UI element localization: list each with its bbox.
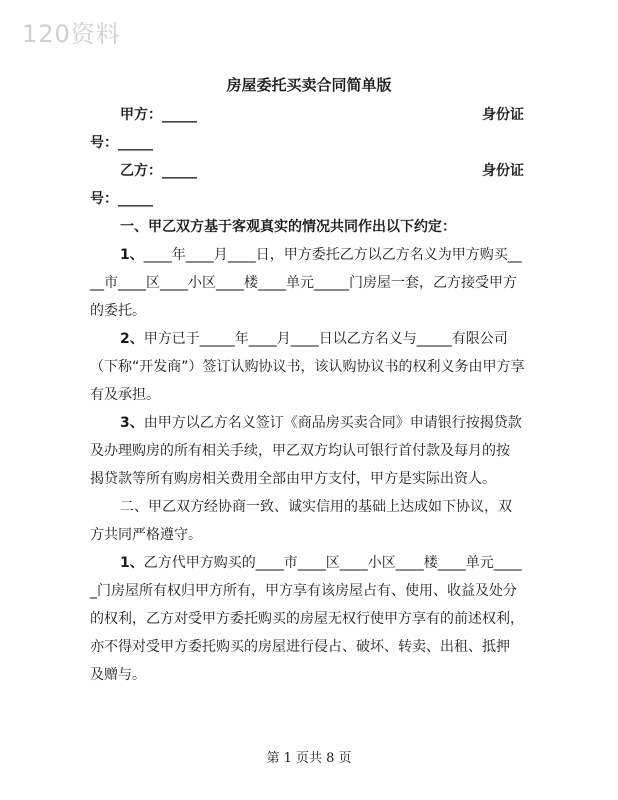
watermark: 120资料 — [22, 20, 121, 48]
party-b-id-suffix: 号：_____ — [90, 191, 153, 207]
clause2-line1 — [120, 329, 508, 349]
party-a-label: 甲方：_____ — [120, 107, 197, 123]
party-b-label: 乙方：_____ — [120, 163, 197, 179]
clause4-line3: 的权利，乙方对受甲方委托购买的房屋无权行使甲方享有的前述权利， — [90, 611, 524, 627]
clause4-line1 — [120, 553, 522, 573]
clause1-text1: ____年____月____日，甲方委托乙方以乙方名义为甲方购买__ — [143, 247, 522, 263]
clause3-number: 3、 — [120, 415, 144, 431]
party-b-id-label: 身份证 — [482, 163, 524, 179]
clause4-text1: 乙方代甲方购买的____市____区____小区____楼____单元____ — [143, 555, 522, 571]
clause2-line2: （下称“开发商”）签订认购协议书，该认购协议书的权利义务由甲方享 — [90, 359, 525, 375]
section2-line1: 二、甲乙双方经协商一致、诚实信用的基础上达成如下协议，双 — [120, 499, 512, 515]
clause1-number: 1、 — [120, 247, 144, 263]
page-footer: 第 1 页共 8 页 — [266, 751, 352, 766]
clause4-line5: 及赠与。 — [90, 667, 146, 683]
clause3-line2: 及办理购房的所有相关手续，甲乙双方均认可银行首付款及每月的按 — [90, 443, 510, 459]
clause4-line4: 亦不得对受甲方委托购买的房屋进行侵占、破坏、转卖、出租、抵押 — [90, 639, 510, 655]
clause3-text1: 由甲方以乙方名义签订《商品房买卖合同》申请银行按揭贷款 — [143, 415, 522, 431]
section1-heading: 一、甲乙双方基于客观真实的情况共同作出以下约定： — [120, 219, 456, 235]
clause2-number: 2、 — [120, 331, 144, 347]
party-a-id-label: 身份证 — [482, 107, 524, 123]
clause2-text1: 甲方已于_____年____月____日以乙方名义与_____有限公司 — [143, 331, 508, 347]
clause1-line3: 的委托。 — [90, 303, 146, 319]
document-title: 房屋委托买卖合同简单版 — [226, 76, 392, 94]
party-a-id-suffix: 号：_____ — [90, 135, 153, 151]
clause1-line1 — [120, 245, 522, 265]
clause2-line3: 有及承担。 — [90, 387, 160, 403]
clause4-number: 1、 — [120, 555, 144, 571]
section2-line2: 方共同严格遵守。 — [90, 527, 202, 543]
clause3-line3: 揭贷款等所有购房相关费用全部由甲方支付，甲方是实际出资人。 — [90, 471, 496, 487]
clause4-line2: _门房屋所有权归甲方所有，甲方享有该房屋占有、使用、收益及处分 — [90, 583, 517, 599]
clause1-line2: __市____区____小区____楼____单元_____门房屋一套，乙方接受甲方 — [90, 275, 517, 291]
clause3-line1 — [120, 413, 522, 433]
